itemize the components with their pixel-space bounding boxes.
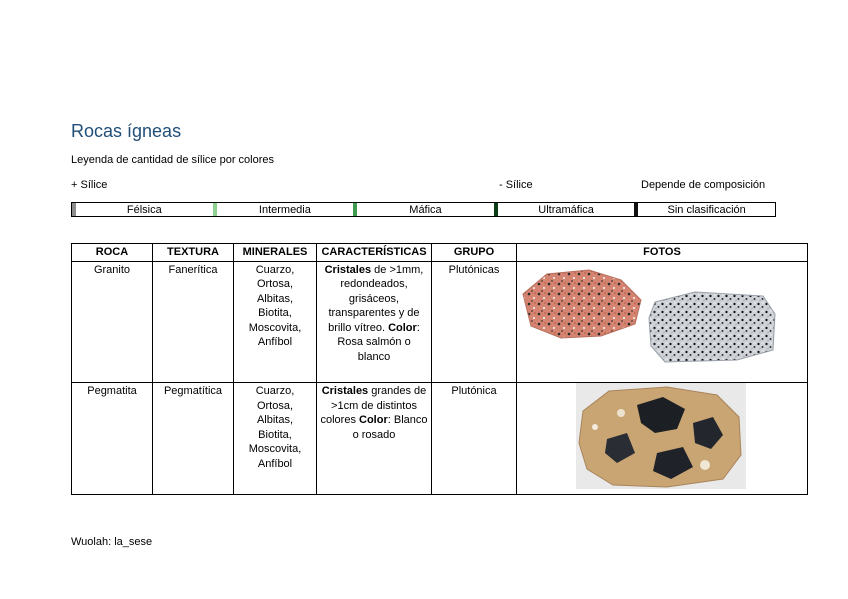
header-caracteristicas: CARACTERÍSTICAS: [317, 244, 432, 262]
legend-item-label: Intermedia: [258, 203, 311, 216]
more-silica-label: + Sílice: [71, 179, 108, 191]
legend-item-sin-clasificacion: [634, 203, 775, 216]
header-textura: TEXTURA: [153, 244, 234, 262]
mineral-item: Moscovita,: [248, 443, 302, 455]
legend-item-mafica: [353, 203, 494, 216]
legend-item-intermedia: [213, 203, 354, 216]
legend-item-felsica: [72, 203, 213, 216]
mineral-item: Cuarzo,: [255, 263, 295, 276]
table-row-pegmatita: [72, 383, 808, 495]
header-roca: ROCA: [72, 244, 153, 262]
legend-item-label: Félsica: [126, 203, 162, 216]
cell-textura: Pegmatítica: [153, 383, 234, 495]
granito-photos-image: [517, 262, 808, 378]
header-minerales: MINERALES: [234, 244, 317, 262]
legend-item-label: Máfica: [409, 203, 442, 216]
cell-caracteristicas: [317, 261, 432, 383]
cell-minerales: [234, 261, 317, 383]
legend-item-ultramafica: [494, 203, 635, 216]
legend-subtitle: Leyenda de cantidad de sílice por colores: [71, 154, 275, 166]
footer-credit: Wuolah: la_sese: [71, 536, 153, 548]
cell-roca: Granito: [72, 261, 153, 383]
cristales-label: Cristales: [321, 385, 369, 397]
mineral-item: Anfíbol: [257, 336, 293, 348]
cell-grupo: Plutónica: [432, 383, 517, 495]
color-label: Color: [359, 414, 388, 426]
color-text: : Blanco o rosado: [352, 414, 428, 441]
page-title: Rocas ígneas: [71, 121, 182, 141]
depends-label: Depende de composición: [641, 179, 766, 191]
mineral-item: Albitas,: [256, 414, 294, 426]
mineral-item: Biotita,: [258, 428, 292, 441]
cristales-label: Cristales: [324, 263, 372, 276]
legend-item-label: Sin clasificación: [667, 203, 746, 216]
mineral-item: Ortosa,: [256, 278, 294, 290]
cell-caracteristicas: [317, 383, 432, 495]
cristales-text: grandes de >1cm de distintos colores: [320, 385, 427, 426]
less-silica-label: - Sílice: [499, 179, 533, 191]
cristales-text: de >1mm, redondeados, grisáceos, transparentes y de brillo vítreo.: [328, 263, 424, 334]
color-text: : Rosa salmón o blanco: [337, 321, 420, 363]
mineral-item: Moscovita,: [248, 321, 302, 334]
cell-grupo: Plutónicas: [432, 261, 517, 383]
mineral-item: Albitas,: [256, 292, 294, 305]
cell-fotos: [517, 261, 808, 383]
legend-item-label: Ultramáfica: [538, 203, 594, 216]
mineral-item: Ortosa,: [256, 399, 294, 412]
cell-textura: Fanerítica: [153, 261, 234, 383]
mineral-item: Biotita,: [258, 307, 292, 319]
cell-roca: Pegmatita: [72, 383, 153, 495]
cell-minerales: [234, 383, 317, 495]
header-grupo: GRUPO: [432, 244, 517, 262]
cell-fotos: [517, 383, 808, 495]
pegmatita-photo-image: [517, 383, 808, 489]
mineral-item: Cuarzo,: [255, 385, 295, 397]
table-row-granito: [72, 261, 808, 383]
mineral-item: Anfíbol: [257, 457, 293, 470]
color-label: Color: [388, 321, 417, 334]
silica-color-legend: [71, 202, 776, 217]
header-fotos: FOTOS: [517, 244, 808, 262]
table-header-row: [72, 244, 808, 262]
rocks-table: [71, 243, 808, 495]
